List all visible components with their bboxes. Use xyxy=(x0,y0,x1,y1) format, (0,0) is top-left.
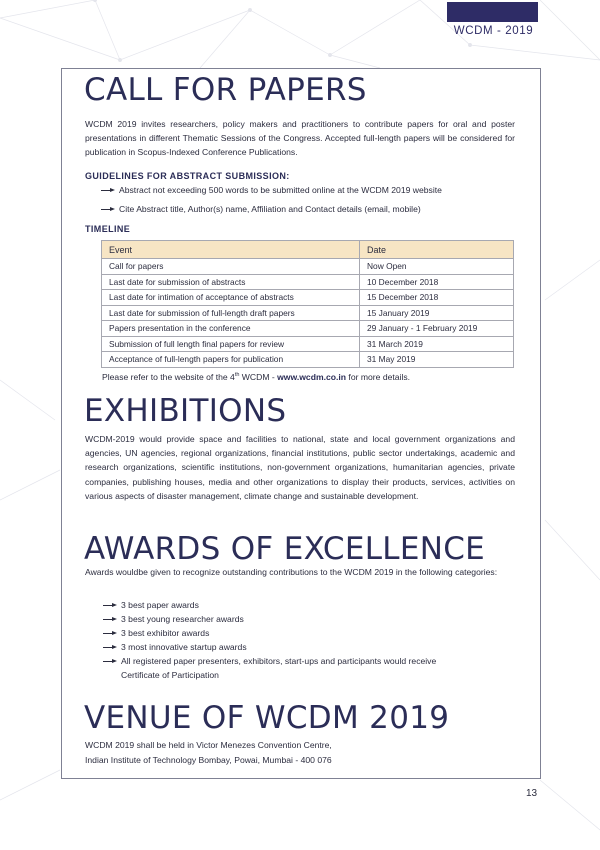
award-text: 3 best exhibitor awards xyxy=(121,628,210,638)
date-cell: 10 December 2018 xyxy=(360,274,514,290)
award-text: 3 best young researcher awards xyxy=(121,614,244,624)
award-item-continuation: Certificate of Participation xyxy=(121,670,219,680)
website-link[interactable]: www.wcdm.co.in xyxy=(277,372,347,382)
website-note xyxy=(102,372,410,382)
guidelines-heading: GUIDELINES FOR ABSTRACT SUBMISSION: xyxy=(85,171,290,181)
date-cell: 15 December 2018 xyxy=(360,290,514,306)
table-header-row xyxy=(102,241,514,259)
event-cell: Last date for intimation of acceptance of abstracts xyxy=(102,290,360,306)
arrow-icon xyxy=(103,617,117,623)
column-header-event: Event xyxy=(102,241,360,259)
arrow-icon xyxy=(103,631,117,637)
venue-title: VENUE OF WCDM 2019 xyxy=(84,700,450,736)
table-row xyxy=(102,321,514,337)
venue-line-1: WCDM 2019 shall be held in Victor Menezes Convention Centre, xyxy=(85,740,332,750)
note-middle: WCDM - xyxy=(239,372,278,382)
arrow-icon xyxy=(103,603,117,609)
note-suffix: for more details. xyxy=(346,372,411,382)
date-cell: 31 May 2019 xyxy=(360,352,514,368)
guideline-item xyxy=(101,204,421,214)
header-label: WCDM - 2019 xyxy=(453,25,534,37)
arrow-icon xyxy=(101,207,115,213)
arrow-icon xyxy=(103,659,117,665)
table-row xyxy=(102,290,514,306)
table-row xyxy=(102,259,514,275)
column-header-date: Date xyxy=(360,241,514,259)
date-cell: 31 March 2019 xyxy=(360,336,514,352)
call-for-papers-intro: WCDM 2019 invites researchers, policy makers and practitioners to contribute papers for oral and poster presentations in different Thematic Sessions of the Congress. Accepted full-length papers will be considered for publication in Scopus-Indexed Conference Publications. xyxy=(85,119,515,158)
arrow-icon xyxy=(103,645,117,651)
note-superscript: th xyxy=(234,372,240,379)
award-item xyxy=(103,600,199,610)
guideline-text: Cite Abstract title, Author(s) name, Affiliation and Contact details (email, mobile) xyxy=(119,204,421,214)
table-row xyxy=(102,336,514,352)
award-item xyxy=(103,642,247,652)
award-text: All registered paper presenters, exhibitors, start-ups and participants would receive xyxy=(121,656,437,666)
guideline-item xyxy=(101,185,442,195)
award-item xyxy=(103,628,209,638)
call-for-papers-title: CALL FOR PAPERS xyxy=(84,72,367,108)
timeline-table xyxy=(101,240,514,368)
table-row xyxy=(102,352,514,368)
table-row xyxy=(102,305,514,321)
event-cell: Call for papers xyxy=(102,259,360,275)
page-number: 13 xyxy=(526,788,538,799)
award-text: 3 most innovative startup awards xyxy=(121,642,247,652)
arrow-icon xyxy=(101,188,115,194)
award-item xyxy=(103,656,436,666)
event-cell: Acceptance of full-length papers for publication xyxy=(102,352,360,368)
exhibitions-title: EXHIBITIONS xyxy=(84,393,287,429)
table-row xyxy=(102,274,514,290)
header-accent-bar xyxy=(447,2,538,22)
award-text: 3 best paper awards xyxy=(121,600,199,610)
event-cell: Papers presentation in the conference xyxy=(102,321,360,337)
date-cell: 29 January - 1 February 2019 xyxy=(360,321,514,337)
award-item xyxy=(103,614,244,624)
event-cell: Last date for submission of full-length draft papers xyxy=(102,305,360,321)
event-cell: Last date for submission of abstracts xyxy=(102,274,360,290)
timeline-heading: TIMELINE xyxy=(85,224,131,234)
date-cell: Now Open xyxy=(360,259,514,275)
guideline-text: Abstract not exceeding 500 words to be submitted online at the WCDM 2019 website xyxy=(119,185,442,195)
venue-line-2: Indian Institute of Technology Bombay, Powai, Mumbai - 400 076 xyxy=(85,755,332,765)
event-cell: Submission of full length final papers for review xyxy=(102,336,360,352)
note-prefix: Please refer to the website of the 4 xyxy=(102,372,235,382)
date-cell: 15 January 2019 xyxy=(360,305,514,321)
exhibitions-body: WCDM-2019 would provide space and facilities to national, state and local government organizations and agencies, UN agencies, regional organizations, financial institutions, public sector undertakings, academic and research organizations, scientific institutions, non-government organizations, humanitarian agencies, private companies, publishing houses, media and other organizations to display their products, services, activities on various aspects of disaster management, climate change and sustainable development. xyxy=(85,434,515,501)
awards-intro: Awards wouldbe given to recognize outstanding contributions to the WCDM 2019 in the following categories: xyxy=(85,567,498,577)
awards-title: AWARDS OF EXCELLENCE xyxy=(84,531,486,567)
